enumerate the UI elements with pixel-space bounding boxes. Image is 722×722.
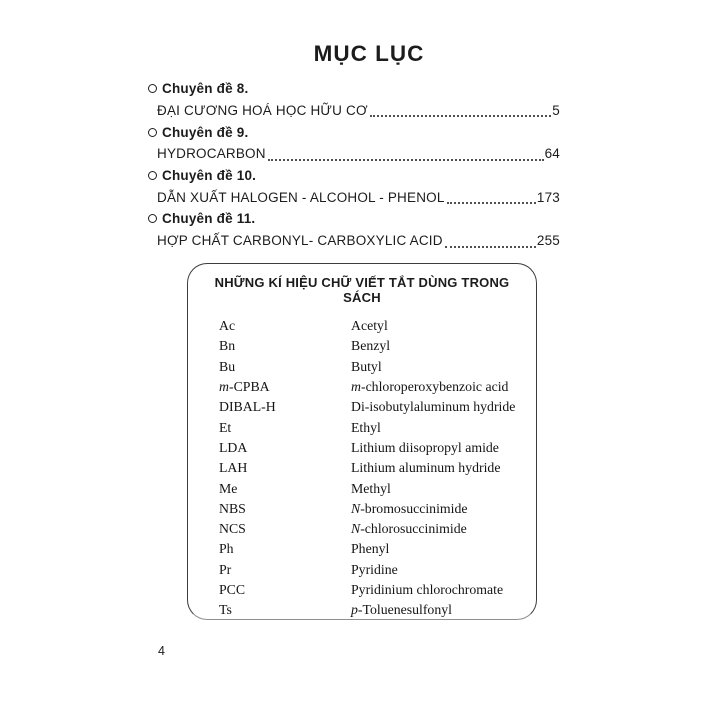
abbreviation-row	[188, 580, 536, 600]
abbr-text: Ac	[219, 318, 236, 334]
toc-entry	[148, 230, 560, 252]
toc-chapter-heading	[148, 121, 560, 143]
chapter-heading-label: Chuyên đề 8.	[162, 81, 249, 97]
dot-leader	[370, 115, 552, 117]
abbr-code	[219, 420, 351, 436]
chapter-heading-label: Chuyên đề 11.	[162, 211, 256, 227]
meaning-text: Butyl	[351, 358, 382, 374]
meaning-text: Acetyl	[351, 318, 388, 334]
abbr-code	[219, 541, 351, 557]
abbr-meaning	[351, 562, 536, 578]
toc-entry	[148, 186, 560, 208]
abbr-code	[219, 602, 351, 618]
meaning-text: Di-isobutylaluminum hydride	[351, 399, 516, 415]
entry-title: DẪN XUẤT HALOGEN - ALCOHOL - PHENOL	[157, 189, 445, 205]
circle-bullet-icon	[148, 84, 157, 93]
abbr-text: DIBAL-H	[219, 399, 276, 415]
abbr-code	[219, 521, 351, 537]
entry-title: ĐẠI CƯƠNG HOÁ HỌC HỮU CƠ	[157, 103, 368, 119]
toc-chapter-heading	[148, 78, 560, 100]
abbreviations-title: NHỮNG KÍ HIỆU CHỮ VIẾT TẮT DÙNG TRONG SÁCH	[214, 275, 510, 305]
meaning-text: Pyridinium chlorochromate	[351, 582, 504, 597]
circle-bullet-icon	[148, 214, 157, 223]
abbr-code	[219, 481, 351, 497]
abbreviation-row	[188, 600, 536, 620]
abbreviation-row	[188, 397, 536, 417]
abbr-text: NCS	[219, 521, 246, 537]
meaning-italic-prefix: m	[351, 379, 361, 395]
abbreviation-row	[188, 478, 536, 498]
circle-bullet-icon	[148, 128, 157, 137]
abbr-code	[219, 318, 351, 334]
meaning-text: Pyridine	[351, 561, 398, 577]
chapter-heading-label: Chuyên đề 9.	[162, 124, 249, 140]
meaning-text: Ethyl	[351, 419, 381, 435]
dot-leader	[268, 159, 544, 161]
meaning-text: -chlorosuccinimide	[360, 521, 467, 537]
table-of-contents	[148, 78, 560, 252]
abbr-meaning	[351, 582, 536, 598]
abbreviation-row	[188, 357, 536, 377]
abbreviations-box	[187, 263, 537, 620]
abbr-text: Me	[219, 480, 238, 496]
abbr-meaning	[351, 481, 536, 497]
abbr-text: Bu	[219, 358, 236, 374]
abbr-meaning	[351, 338, 536, 354]
entry-title: HỢP CHẤT CARBONYL- CARBOXYLIC ACID	[157, 233, 443, 249]
abbr-text: -CPBA	[228, 379, 270, 395]
meaning-text: -chloroperoxybenzoic acid	[360, 379, 509, 395]
abbr-meaning	[351, 359, 536, 375]
meaning-text: Lithium aluminum hydride	[351, 460, 501, 476]
abbreviation-row	[188, 499, 536, 519]
abbr-text: PCC	[219, 582, 246, 597]
entry-title: HYDROCARBON	[157, 146, 266, 162]
abbreviation-row	[188, 438, 536, 458]
abbr-text: Pr	[219, 561, 232, 577]
abbr-code	[219, 460, 351, 476]
meaning-text: Lithium diisopropyl amide	[351, 439, 499, 455]
page-number: 4	[158, 644, 165, 658]
abbr-italic-prefix: m	[219, 379, 229, 395]
entry-page-number: 255	[536, 233, 560, 249]
abbr-meaning	[351, 602, 536, 618]
abbr-code	[219, 359, 351, 375]
page-title: MỤC LỤC	[313, 41, 425, 66]
meaning-text: Phenyl	[351, 541, 390, 557]
toc-chapter-heading	[148, 208, 560, 230]
abbreviation-row	[188, 377, 536, 397]
dot-leader	[447, 202, 536, 204]
abbr-text: Ph	[219, 541, 234, 557]
meaning-italic-prefix: p	[351, 602, 358, 618]
abbr-text: LAH	[219, 460, 248, 476]
abbreviation-row	[188, 316, 536, 336]
abbr-text: NBS	[219, 500, 246, 516]
meaning-text: Benzyl	[351, 338, 391, 354]
abbreviation-row	[188, 458, 536, 478]
abbr-meaning	[351, 460, 536, 476]
abbr-code	[219, 501, 351, 517]
entry-page-number: 173	[536, 189, 560, 205]
abbr-meaning	[351, 501, 536, 517]
abbreviation-row	[188, 417, 536, 437]
entry-page-number: 64	[544, 146, 560, 162]
abbreviation-row	[188, 539, 536, 559]
abbr-code	[219, 582, 351, 598]
abbreviation-row	[188, 519, 536, 539]
abbr-code	[219, 338, 351, 354]
abbr-text: Bn	[219, 338, 236, 354]
abbreviations-list	[188, 316, 536, 620]
meaning-italic-prefix: N	[351, 500, 361, 516]
abbreviation-row	[188, 560, 536, 580]
abbr-meaning	[351, 541, 536, 557]
abbr-meaning	[351, 379, 536, 395]
abbr-code	[219, 562, 351, 578]
dot-leader	[445, 246, 536, 248]
circle-bullet-icon	[148, 171, 157, 180]
abbr-code	[219, 399, 351, 415]
abbr-meaning	[351, 440, 536, 456]
abbr-meaning	[351, 399, 536, 415]
abbr-meaning	[351, 521, 536, 537]
abbr-code	[219, 379, 351, 395]
meaning-italic-prefix: N	[351, 521, 361, 537]
meaning-text: -bromosuccinimide	[360, 500, 468, 516]
abbr-text: Et	[219, 419, 232, 435]
abbr-meaning	[351, 420, 536, 436]
abbreviation-row	[188, 336, 536, 356]
abbr-meaning	[351, 318, 536, 334]
meaning-text: -Toluenesulfonyl	[357, 602, 452, 618]
meaning-text: Methyl	[351, 480, 391, 496]
toc-chapter-heading	[148, 165, 560, 187]
toc-entry	[148, 100, 560, 122]
toc-entry	[148, 143, 560, 165]
abbr-text: Ts	[219, 602, 232, 618]
chapter-heading-label: Chuyên đề 10.	[162, 168, 257, 184]
entry-page-number: 5	[552, 103, 560, 119]
abbr-text: LDA	[219, 439, 248, 455]
abbr-code	[219, 440, 351, 456]
